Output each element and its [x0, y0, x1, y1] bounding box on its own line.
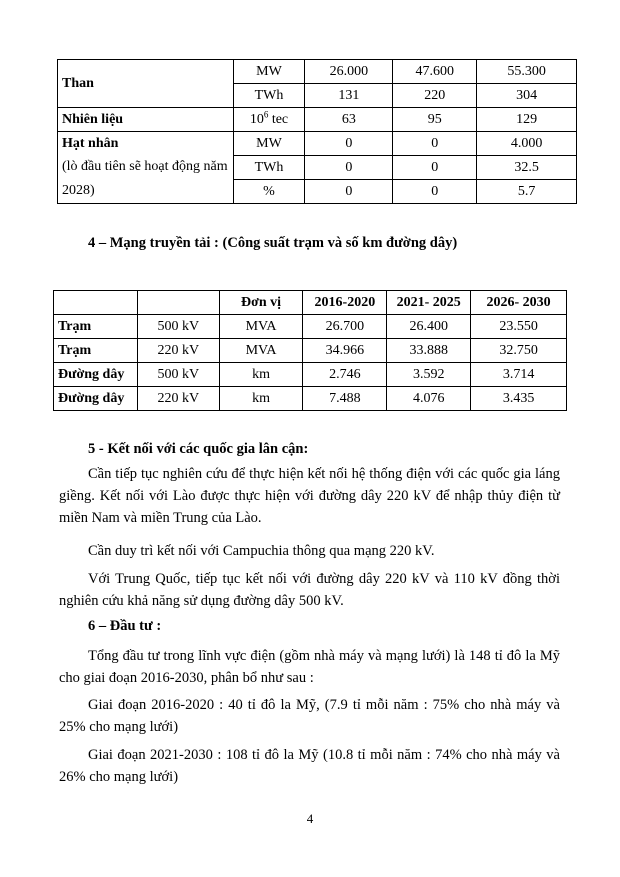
- table-row: [54, 315, 567, 339]
- header-cell: 2026- 2030: [471, 291, 567, 315]
- value-cell: 34.966: [303, 339, 387, 363]
- unit-cell: %: [233, 180, 305, 204]
- voltage-cell: 220 kV: [137, 339, 219, 363]
- unit-cell: TWh: [233, 156, 305, 180]
- header-cell: Đơn vị: [219, 291, 303, 315]
- table-row: [58, 132, 577, 156]
- value-cell: 3.435: [471, 387, 567, 411]
- value-cell: 55.300: [477, 60, 577, 84]
- energy-source-table: [57, 59, 577, 204]
- unit-cell: MVA: [219, 315, 303, 339]
- value-cell: 4.076: [387, 387, 471, 411]
- section-5-heading: 5 - Kết nối với các quốc gia lân cận:: [88, 441, 309, 457]
- header-cell: 2016-2020: [303, 291, 387, 315]
- row-label: Đường dây: [54, 387, 138, 411]
- header-cell: [54, 291, 138, 315]
- value-cell: 3.592: [387, 363, 471, 387]
- section-6-paragraph-3: Giai đoạn 2021-2030 : 108 tỉ đô la Mỹ (10.8 tỉ mỗi năm : 74% cho nhà máy và 26% cho mạng lưới): [59, 747, 560, 785]
- unit-cell: MW: [233, 132, 305, 156]
- value-cell: 3.714: [471, 363, 567, 387]
- value-cell: 95: [393, 108, 477, 132]
- value-cell: 220: [393, 84, 477, 108]
- unit-cell: km: [219, 387, 303, 411]
- unit-rest: tec: [268, 112, 289, 127]
- value-cell: 7.488: [303, 387, 387, 411]
- value-cell: 4.000: [477, 132, 577, 156]
- nuclear-label: Hạt nhân: [62, 136, 119, 151]
- table-header-row: [54, 291, 567, 315]
- row-label-nuclear: [58, 132, 234, 204]
- transmission-table: [53, 290, 567, 411]
- value-cell: 2.746: [303, 363, 387, 387]
- value-cell: 0: [305, 132, 393, 156]
- value-cell: 26.400: [387, 315, 471, 339]
- table-row: [54, 339, 567, 363]
- value-cell: 63: [305, 108, 393, 132]
- unit-cell: MW: [233, 60, 305, 84]
- voltage-cell: 500 kV: [137, 363, 219, 387]
- row-label: Trạm: [54, 339, 138, 363]
- value-cell: 0: [393, 132, 477, 156]
- section-5-paragraph-1: Cần tiếp tục nghiên cứu để thực hiện kết nối hệ thống điện với các quốc gia láng giềng. Kết nối với Lào được thực hiện với đường dây 220 kV để nhập thủy điện từ miền Nam và miền Trung của Lào.: [59, 466, 560, 526]
- value-cell: 26.700: [303, 315, 387, 339]
- row-label-coal: Than: [58, 60, 234, 108]
- value-cell: 32.5: [477, 156, 577, 180]
- value-cell: 26.000: [305, 60, 393, 84]
- unit-cell: [233, 108, 305, 132]
- value-cell: 0: [305, 156, 393, 180]
- nuclear-note: (lò đầu tiên sẽ hoạt động năm 2028): [62, 159, 228, 198]
- voltage-cell: 220 kV: [137, 387, 219, 411]
- page-number: 4: [306, 811, 314, 826]
- section-6-heading: 6 – Đầu tư :: [88, 618, 162, 634]
- row-label: Trạm: [54, 315, 138, 339]
- header-cell: 2021- 2025: [387, 291, 471, 315]
- row-label-fuel: Nhiên liệu: [58, 108, 234, 132]
- section-4-heading: 4 – Mạng truyền tải : (Công suất trạm và số km đường dây): [88, 235, 458, 251]
- section-5-paragraph-3: Với Trung Quốc, tiếp tục kết nối với đường dây 220 kV và 110 kV đồng thời nghiên cứu khả năng sử dụng đường dây 500 kV.: [59, 571, 560, 609]
- section-6-paragraph-1: Tổng đầu tư trong lĩnh vực điện (gồm nhà máy và mạng lưới) là 148 tỉ đô la Mỹ cho giai đoạn 2016-2030, phân bổ như sau :: [59, 648, 560, 686]
- value-cell: 33.888: [387, 339, 471, 363]
- table-row: [58, 108, 577, 132]
- row-label: Đường dây: [54, 363, 138, 387]
- value-cell: 304: [477, 84, 577, 108]
- header-cell: [137, 291, 219, 315]
- value-cell: 23.550: [471, 315, 567, 339]
- section-5-paragraph-2: Cần duy trì kết nối với Campuchia thông qua mạng 220 kV.: [88, 543, 435, 559]
- value-cell: 32.750: [471, 339, 567, 363]
- unit-cell: MVA: [219, 339, 303, 363]
- voltage-cell: 500 kV: [137, 315, 219, 339]
- unit-cell: TWh: [233, 84, 305, 108]
- value-cell: 47.600: [393, 60, 477, 84]
- unit-base: 10: [249, 112, 264, 127]
- value-cell: 0: [393, 180, 477, 204]
- table-row: [58, 60, 577, 84]
- value-cell: 0: [393, 156, 477, 180]
- value-cell: 131: [305, 84, 393, 108]
- unit-superscript: 6: [263, 109, 269, 120]
- table-row: [54, 363, 567, 387]
- unit-cell: km: [219, 363, 303, 387]
- value-cell: 5.7: [477, 180, 577, 204]
- table-row: [54, 387, 567, 411]
- value-cell: 129: [477, 108, 577, 132]
- value-cell: 0: [305, 180, 393, 204]
- section-6-paragraph-2: Giai đoạn 2016-2020 : 40 tỉ đô la Mỹ, (7.9 tỉ mỗi năm : 75% cho nhà máy và 25% cho mạng lưới): [59, 697, 560, 735]
